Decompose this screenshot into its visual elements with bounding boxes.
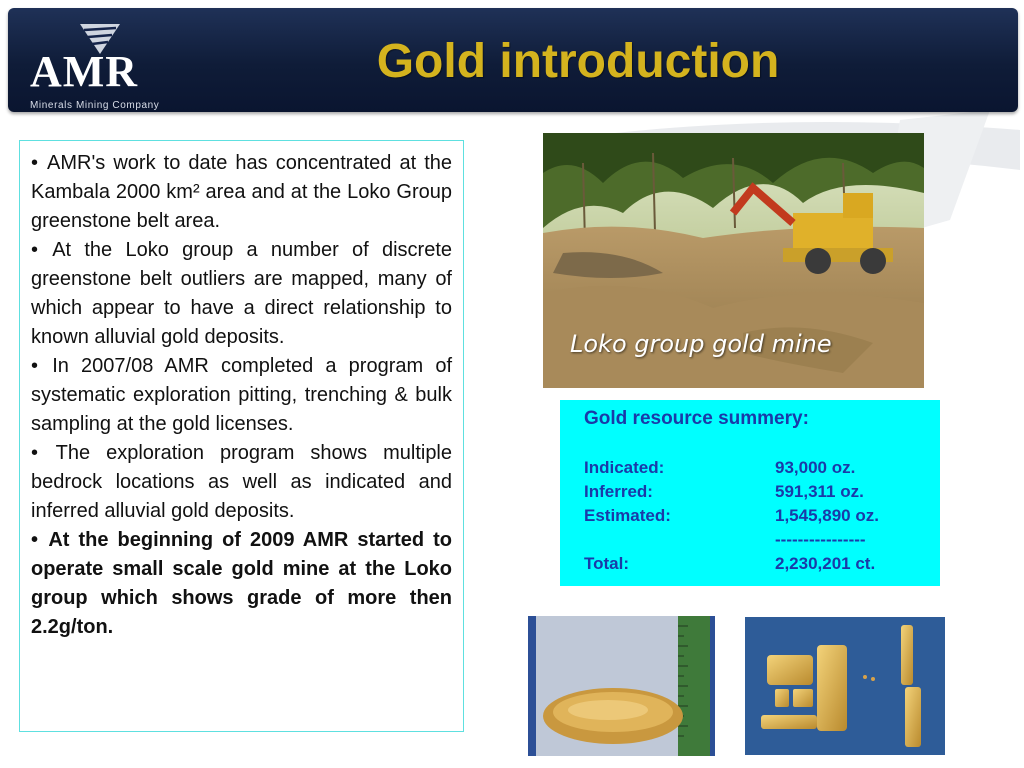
summary-row-indicated	[584, 458, 940, 482]
summary-divider: ----------------	[775, 530, 866, 549]
bullet-item: • At the Loko group a number of discrete greenstone belt outliers are mapped, many of which appear to have a direct relationship to known alluvial gold deposits.	[31, 239, 453, 348]
bullet-item-highlight: • At the beginning of 2009 AMR started to operate small scale gold mine at the Loko group which shows grade of more then 2.2g/ton.	[31, 529, 452, 638]
gold-grains-image	[528, 616, 715, 756]
bullet-item: • In 2007/08 AMR completed a program of systematic exploration pitting, trenching & bulk sampling at the gold licenses.	[31, 355, 452, 435]
summary-value: 2,230,201 ct.	[775, 554, 876, 573]
logo-subtitle: Minerals Mining Company	[30, 100, 160, 111]
company-logo	[30, 22, 170, 111]
gold-bars-image	[745, 617, 945, 755]
intro-text-box	[19, 140, 464, 732]
photo-caption: Loko group gold mine	[570, 330, 832, 358]
summary-row-total	[584, 554, 940, 578]
summary-row-divider	[584, 530, 940, 554]
bullet-item: • AMR's work to date has concentrated at the Kambala 2000 km² area and at the Loko Group greenstone belt area.	[31, 152, 453, 232]
summary-label: Total:	[584, 554, 630, 573]
gold-grains-photo	[528, 616, 715, 756]
bullet-item: • The exploration program shows multiple bedrock locations as well as indicated and inferred alluvial gold deposits.	[31, 442, 453, 522]
gold-resource-summary	[560, 400, 940, 586]
summary-label: Inferred:	[584, 482, 653, 501]
page-title: Gold introduction	[376, 35, 780, 88]
summary-label: Indicated:	[584, 458, 665, 477]
summary-row-estimated	[584, 506, 940, 530]
summary-row-inferred	[584, 482, 940, 506]
header-banner	[8, 8, 1018, 112]
summary-heading: Gold resource summery:	[584, 408, 809, 429]
summary-value: 1,545,890 oz.	[775, 506, 879, 525]
logo-text: AMR	[30, 47, 139, 96]
gold-bars-photo	[745, 617, 945, 755]
summary-value: 591,311 oz.	[775, 482, 864, 501]
summary-value: 93,000 oz.	[775, 458, 856, 477]
summary-label: Estimated:	[584, 506, 671, 525]
